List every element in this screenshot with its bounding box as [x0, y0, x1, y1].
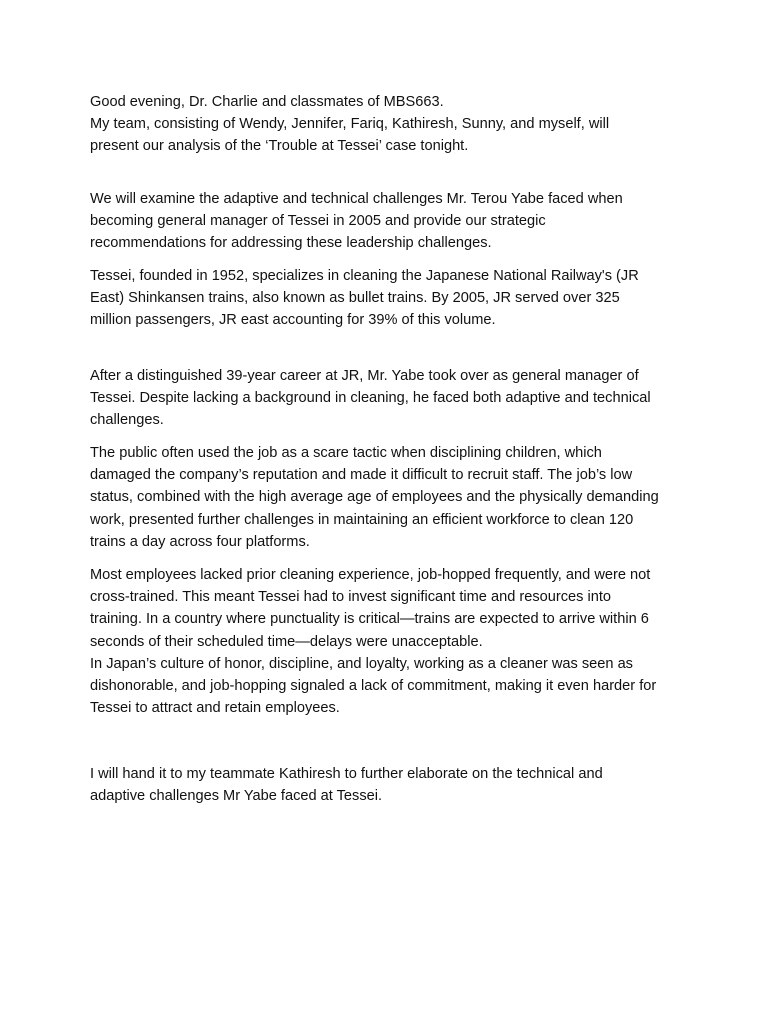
text-line: Tessei, founded in 1952, specializes in cleaning the Japanese National Railway's (JR: [90, 268, 639, 284]
text-line: East) Shinkansen trains, also known as bullet trains. By 2005, JR served over 325: [90, 290, 620, 307]
text-line: dishonorable, and job-hopping signaled a lack of commitment, making it even harder for: [90, 678, 657, 695]
text-line: challenges.: [90, 412, 164, 429]
text-line: Most employees lacked prior cleaning experience, job-hopped frequently, and were not: [90, 567, 651, 583]
text-line: After a distinguished 39-year career at JR, Mr. Yabe took over as general manager of: [90, 368, 639, 384]
text-line: Tessei. Despite lacking a background in cleaning, he faced both adaptive and technical: [90, 390, 651, 407]
text-line: trains a day across four platforms.: [90, 533, 310, 550]
paragraph-public-perception: [90, 442, 690, 553]
paragraph-handoff: [90, 763, 690, 807]
paragraph-yabe-career: [90, 365, 690, 432]
paragraph-greeting: [90, 91, 690, 158]
text-line: recommendations for addressing these leadership challenges.: [90, 235, 492, 252]
text-line: I will hand it to my teammate Kathiresh to further elaborate on the technical and: [90, 766, 603, 782]
text-line: seconds of their scheduled time—delays were unacceptable.: [90, 633, 483, 650]
text-line: becoming general manager of Tessei in 2005 and provide our strategic: [90, 213, 546, 230]
text-line: adaptive challenges Mr Yabe faced at Tessei.: [90, 788, 383, 805]
text-line: cross-trained. This meant Tessei had to invest significant time and resources into: [90, 589, 612, 606]
text-line: training. In a country where punctuality is critical—trains are expected to arrive within 6: [90, 611, 649, 628]
text-line: The public often used the job as a scare tactic when disciplining children, which: [90, 445, 602, 461]
paragraph-workforce-challenges: [90, 564, 690, 719]
text-line: We will examine the adaptive and technical challenges Mr. Terou Yabe faced when: [90, 191, 623, 207]
text-line: million passengers, JR east accounting for 39% of this volume.: [90, 312, 496, 329]
paragraph-agenda: [90, 188, 690, 255]
text-line: Tessei to attract and retain employees.: [90, 700, 340, 717]
text-line: Good evening, Dr. Charlie and classmates of MBS663.: [90, 94, 444, 110]
paragraph-company-background: [90, 265, 690, 332]
text-line: damaged the company’s reputation and made it difficult to recruit staff. The job’s low: [90, 467, 633, 484]
text-line: present our analysis of the ‘Trouble at Tessei’ case tonight.: [90, 138, 469, 155]
text-line: work, presented further challenges in maintaining an efficient workforce to clean 120: [90, 511, 634, 528]
text-line: In Japan’s culture of honor, discipline, and loyalty, working as a cleaner was seen as: [90, 655, 633, 672]
text-line: My team, consisting of Wendy, Jennifer, Fariq, Kathiresh, Sunny, and myself, will: [90, 116, 610, 133]
text-line: status, combined with the high average age of employees and the physically demanding: [90, 489, 659, 506]
